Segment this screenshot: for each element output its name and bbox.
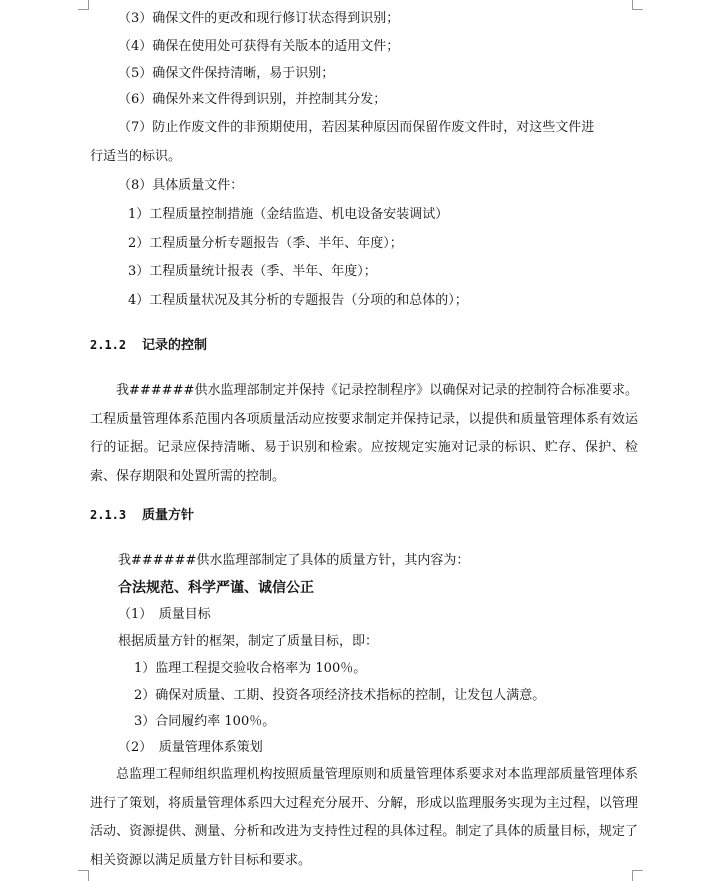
list-item: （3）确保文件的更改和现行修订状态得到识别； <box>118 11 400 26</box>
sub-list-item: 4）工程质量状况及其分析的专题报告（分项的和总体的）； <box>128 293 468 308</box>
list-item: （7）防止作废文件的非预期使用，若因某种原因而保留作废文件时，对这些文件进 <box>118 120 595 135</box>
list-item: （4）确保在使用处可获得有关版本的适用文件； <box>118 39 400 54</box>
list-item: （8）具体质量文件： <box>118 178 244 193</box>
policy-intro: 我######供水监理部制定了具体的质量方针，其内容为： <box>118 553 470 568</box>
section-paragraph: 我######供水监理部制定并保持《记录控制程序》以确保对记录的控制符合标准要求。工程质量管理体系范围内各项质量活动应按要求制定并保持记录，以提供和质量管理体系有效运行的证据。记录应保持清晰、易于识别和检索。应按规定实施对记录的标识、贮存、保护、检索、保存期限和处置所需的控制。 <box>90 383 638 484</box>
goal-item: 2）确保对质量、工期、投资各项经济技术指标的控制，让发包人满意。 <box>134 688 546 703</box>
sub-list-item: 2）工程质量分析专题报告（季、半年、年度）； <box>128 236 403 251</box>
subsection-label: （2） 质量管理体系策划 <box>118 740 263 755</box>
section-title: 记录的控制 <box>142 338 208 353</box>
quality-policy: 合法规范、科学严谨、诚信公正 <box>118 580 314 596</box>
goal-item: 3）合同履约率 100％。 <box>134 714 276 729</box>
sub-list-item: 3）工程质量统计报表（季、半年、年度）； <box>128 264 377 279</box>
section-number: 2.1.2 <box>90 338 127 352</box>
section-heading <box>90 506 194 525</box>
page-corner-mark <box>78 0 89 10</box>
list-item: （5）确保文件保持清晰，易于识别； <box>118 66 335 81</box>
section-title: 质量方针 <box>142 508 195 523</box>
page-corner-mark <box>78 870 89 881</box>
goal-item: 1）监理工程提交验收合格率为 100％。 <box>134 661 367 676</box>
section-number: 2.1.3 <box>90 508 127 522</box>
list-item: （6）确保外来文件得到识别，并控制其分发； <box>118 92 387 107</box>
page-corner-mark <box>632 0 643 10</box>
section-heading <box>90 336 207 355</box>
list-item-continuation: 行适当的标识。 <box>90 149 182 164</box>
section-paragraph: 总监理工程师组织监理机构按照质量管理原则和质量管理体系要求对本监理部质量管理体系进行了策划，将质量管理体系四大过程充分展开、分解，形成以监理服务实现为主过程，以管理活动、资源提供、测量、分析和改进为支持性过程的具体过程。制定了具体的质量目标，规定了相关资源以满足质量方针目标和要求。 <box>90 767 638 868</box>
sub-list-item: 1）工程质量控制措施（金结监造、机电设备安装调试） <box>128 207 449 222</box>
goals-intro: 根据质量方针的框架，制定了质量目标，即： <box>118 634 379 649</box>
subsection-label: （1） 质量目标 <box>118 607 211 622</box>
